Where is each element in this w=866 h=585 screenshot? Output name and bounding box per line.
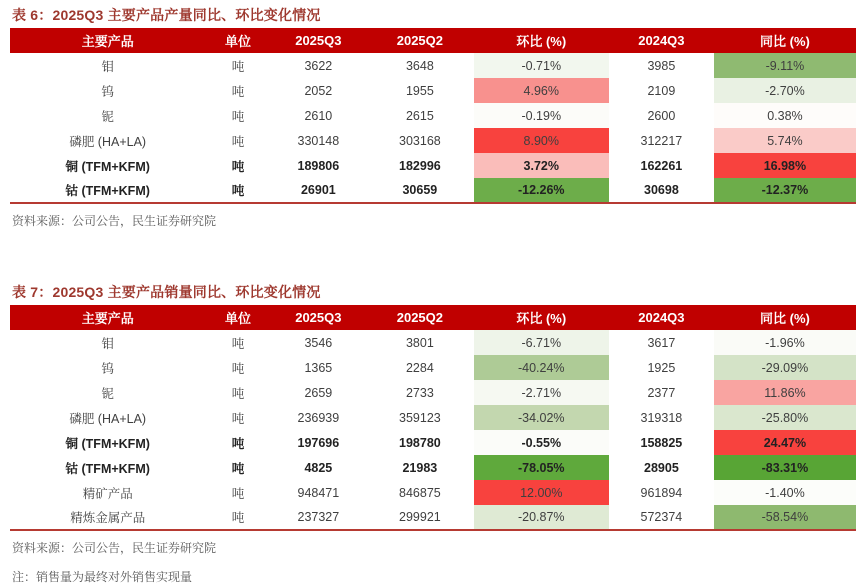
- cell-2024q3: 1925: [647, 360, 676, 375]
- cell-unit: 吨: [231, 386, 245, 401]
- cell-unit: 吨: [231, 109, 245, 124]
- cell-unit: 吨: [231, 461, 245, 476]
- column-header-yoy: 同比 (%): [714, 305, 856, 330]
- cell-yoy-pct: -1.40%: [714, 480, 856, 505]
- cell-yoy-pct: -58.54%: [714, 505, 856, 530]
- cell-qoq-pct: 3.72%: [474, 153, 609, 178]
- cell-yoy-pct: -83.31%: [714, 455, 856, 480]
- cell-product: 铌: [101, 386, 114, 401]
- cell-product: 铜 (TFM+KFM): [65, 159, 150, 174]
- cell-2025q2: 2615: [405, 108, 434, 123]
- cell-unit: 吨: [231, 411, 245, 426]
- column-header-2024q3: 2024Q3: [609, 28, 714, 53]
- cell-2025q3: 2610: [304, 108, 333, 123]
- cell-qoq-pct: 12.00%: [474, 480, 609, 505]
- table6-source: 资料来源：公司公告，民生证券研究院: [12, 214, 217, 228]
- cell-2025q2: 198780: [399, 435, 441, 450]
- table-row: [10, 455, 856, 480]
- table7-title: 表 7：2025Q3 主要产品销量同比、环比变化情况: [12, 284, 321, 300]
- cell-product: 精矿产品: [82, 486, 133, 501]
- table-row: [10, 78, 856, 103]
- cell-product: 钴 (TFM+KFM): [65, 184, 150, 198]
- cell-unit: 吨: [231, 336, 245, 351]
- cell-qoq-pct: -0.71%: [474, 53, 609, 78]
- cell-unit: 吨: [231, 361, 245, 376]
- cell-product: 钼: [101, 59, 114, 74]
- cell-product: 钼: [101, 336, 114, 351]
- cell-product: 钨: [101, 361, 114, 376]
- cell-yoy-pct: -12.37%: [714, 178, 856, 203]
- cell-2025q3: 2052: [304, 83, 333, 98]
- table7-source: 资料来源：公司公告，民生证券研究院: [12, 541, 217, 555]
- column-header-2024q3: 2024Q3: [609, 305, 714, 330]
- table-row: [10, 128, 856, 153]
- cell-2025q2: 303168: [399, 133, 441, 148]
- cell-2025q2: 21983: [402, 460, 438, 475]
- column-header-unit: 单位: [205, 305, 270, 330]
- cell-yoy-pct: -9.11%: [714, 53, 856, 78]
- column-header-2025q3: 2025Q3: [271, 305, 367, 330]
- table-row: [10, 430, 856, 455]
- cell-2025q3: 1365: [304, 360, 333, 375]
- table-row: [10, 103, 856, 128]
- cell-unit: 吨: [231, 511, 245, 525]
- cell-2025q2: 1955: [405, 83, 434, 98]
- cell-unit: 吨: [231, 134, 245, 149]
- table-row: [10, 405, 856, 430]
- table7-header: [10, 305, 856, 330]
- table-row: [10, 330, 856, 355]
- table7: [10, 305, 856, 531]
- cell-unit: 吨: [231, 159, 245, 174]
- cell-2025q3: 2659: [304, 385, 333, 400]
- table7-section: [10, 279, 856, 585]
- cell-qoq-pct: -78.05%: [474, 455, 609, 480]
- cell-product: 钨: [101, 84, 114, 99]
- cell-unit: 吨: [231, 486, 245, 501]
- cell-2024q3: 158825: [640, 435, 683, 450]
- cell-yoy-pct: 5.74%: [714, 128, 856, 153]
- cell-product: 精炼金属产品: [70, 511, 146, 525]
- cell-2024q3: 2377: [647, 385, 676, 400]
- cell-yoy-pct: 0.38%: [714, 103, 856, 128]
- table-row: [10, 380, 856, 405]
- column-header-2025q2: 2025Q2: [366, 305, 473, 330]
- cell-unit: 吨: [231, 84, 245, 99]
- cell-2025q3: 330148: [297, 133, 340, 148]
- cell-2025q2: 2733: [405, 385, 434, 400]
- column-header-unit: 单位: [205, 28, 270, 53]
- cell-2025q2: 299921: [399, 510, 441, 524]
- column-header-product: 主要产品: [10, 305, 205, 330]
- table-row: [10, 355, 856, 380]
- header-row: [10, 305, 856, 330]
- cell-2025q2: 3801: [405, 335, 434, 350]
- table6-title: 表 6：2025Q3 主要产品产量同比、环比变化情况: [12, 7, 321, 23]
- table6-section: [10, 2, 856, 229]
- table6: [10, 28, 856, 204]
- column-header-yoy: 同比 (%): [714, 28, 856, 53]
- cell-2024q3: 572374: [640, 510, 683, 524]
- table-row: [10, 480, 856, 505]
- cell-qoq-pct: -0.19%: [474, 103, 609, 128]
- cell-2024q3: 312217: [640, 133, 683, 148]
- cell-2025q3: 3622: [304, 58, 333, 73]
- column-header-product: 主要产品: [10, 28, 205, 53]
- cell-unit: 吨: [231, 184, 245, 198]
- cell-yoy-pct: 24.47%: [714, 430, 856, 455]
- cell-2024q3: 28905: [644, 460, 679, 475]
- cell-qoq-pct: 4.96%: [474, 78, 609, 103]
- column-header-2025q2: 2025Q2: [366, 28, 473, 53]
- cell-unit: 吨: [231, 436, 245, 451]
- cell-qoq-pct: -2.71%: [474, 380, 609, 405]
- cell-2024q3: 3617: [647, 335, 676, 350]
- cell-yoy-pct: -25.80%: [714, 405, 856, 430]
- cell-yoy-pct: 16.98%: [714, 153, 856, 178]
- cell-product: 磷肥 (HA+LA): [69, 134, 147, 149]
- cell-qoq-pct: -34.02%: [474, 405, 609, 430]
- cell-2024q3: 2600: [647, 108, 676, 123]
- cell-qoq-pct: -40.24%: [474, 355, 609, 380]
- cell-product: 铜 (TFM+KFM): [65, 436, 150, 451]
- cell-yoy-pct: 11.86%: [714, 380, 856, 405]
- table6-header: [10, 28, 856, 53]
- table7-note: 注：销售量为最终对外销售实现量: [12, 570, 193, 584]
- cell-qoq-pct: -6.71%: [474, 330, 609, 355]
- cell-2024q3: 162261: [640, 158, 683, 173]
- cell-2025q3: 197696: [297, 435, 340, 450]
- cell-2025q2: 30659: [402, 183, 438, 197]
- cell-qoq-pct: -20.87%: [474, 505, 609, 530]
- column-header-2025q3: 2025Q3: [271, 28, 367, 53]
- cell-2025q3: 3546: [304, 335, 333, 350]
- table-row: [10, 153, 856, 178]
- table-row: [10, 178, 856, 203]
- cell-2024q3: 961894: [640, 485, 683, 500]
- cell-2025q3: 4825: [304, 460, 333, 475]
- cell-qoq-pct: 8.90%: [474, 128, 609, 153]
- table6-body: [10, 53, 856, 203]
- cell-2025q2: 2284: [405, 360, 434, 375]
- cell-2025q2: 359123: [399, 410, 441, 425]
- cell-2025q3: 237327: [297, 510, 340, 524]
- cell-yoy-pct: -1.96%: [714, 330, 856, 355]
- table7-body: [10, 330, 856, 530]
- section-gap: [10, 229, 856, 279]
- table-row: [10, 53, 856, 78]
- cell-2025q3: 26901: [300, 183, 336, 197]
- cell-qoq-pct: -12.26%: [474, 178, 609, 203]
- table-row: [10, 505, 856, 530]
- cell-2025q3: 948471: [297, 485, 340, 500]
- cell-2024q3: 3985: [647, 58, 676, 73]
- cell-qoq-pct: -0.55%: [474, 430, 609, 455]
- cell-2024q3: 2109: [647, 83, 676, 98]
- cell-2025q2: 3648: [405, 58, 434, 73]
- cell-unit: 吨: [231, 59, 245, 74]
- cell-2025q2: 182996: [399, 158, 441, 173]
- column-header-qoq: 环比 (%): [474, 28, 609, 53]
- column-header-qoq: 环比 (%): [474, 305, 609, 330]
- cell-product: 铌: [101, 109, 114, 124]
- cell-yoy-pct: -2.70%: [714, 78, 856, 103]
- cell-2024q3: 319318: [640, 410, 683, 425]
- cell-product: 磷肥 (HA+LA): [69, 411, 147, 426]
- cell-product: 钴 (TFM+KFM): [65, 461, 150, 476]
- cell-2025q2: 846875: [399, 485, 441, 500]
- cell-yoy-pct: -29.09%: [714, 355, 856, 380]
- cell-2024q3: 30698: [644, 183, 679, 197]
- cell-2025q3: 189806: [297, 158, 340, 173]
- cell-2025q3: 236939: [297, 410, 340, 425]
- header-row: [10, 28, 856, 53]
